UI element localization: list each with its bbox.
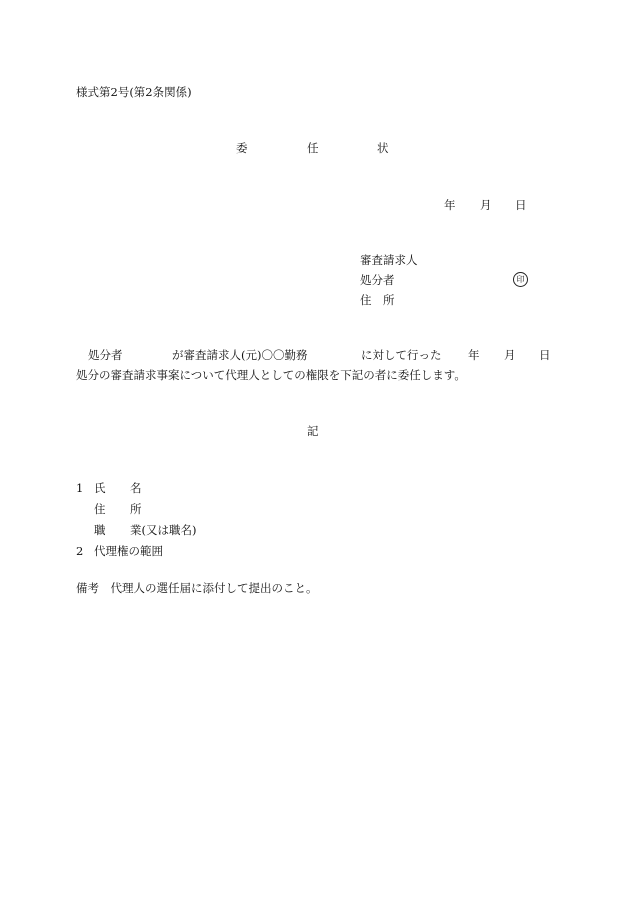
title-char-3: 状 (377, 141, 389, 155)
item-scope-label: 代理権の範囲 (94, 544, 163, 558)
seal-mark: 印 (513, 272, 528, 287)
signer-address: 住 所 (360, 293, 395, 307)
item-address-label-a: 住 (94, 502, 106, 516)
form-header: 様式第2号(第2条関係) (76, 85, 192, 99)
signer-disposer: 処分者 (360, 273, 395, 287)
item-job-label-a: 職 (94, 523, 106, 537)
item-name-label-a: 氏 (94, 481, 106, 495)
ki-heading: 記 (307, 424, 319, 438)
item-name-label-b: 名 (130, 481, 142, 495)
body-year: 年 (468, 348, 480, 362)
note-text: 備考 代理人の選任届に添付して提出のこと。 (76, 581, 318, 595)
body-action: に対して行った (361, 348, 442, 362)
item-1-number: 1 (76, 481, 84, 495)
signer-requester: 審査請求人 (360, 253, 418, 267)
item-2-number: 2 (76, 544, 84, 558)
body-month: 月 (504, 348, 516, 362)
item-job-label-b: 業(又は職名) (130, 523, 197, 537)
date-year: 年 (444, 198, 456, 212)
body-disposer: 処分者 (88, 348, 123, 362)
body-requester: が審査請求人(元)〇〇勤務 (172, 348, 308, 362)
date-day: 日 (515, 198, 527, 212)
body-line-2: 処分の審査請求事案について代理人としての権限を下記の者に委任します。 (76, 368, 466, 382)
title-char-2: 任 (307, 141, 319, 155)
date-month: 月 (480, 198, 492, 212)
item-address-label-b: 所 (130, 502, 142, 516)
title-char-1: 委 (236, 141, 248, 155)
body-day: 日 (539, 348, 551, 362)
